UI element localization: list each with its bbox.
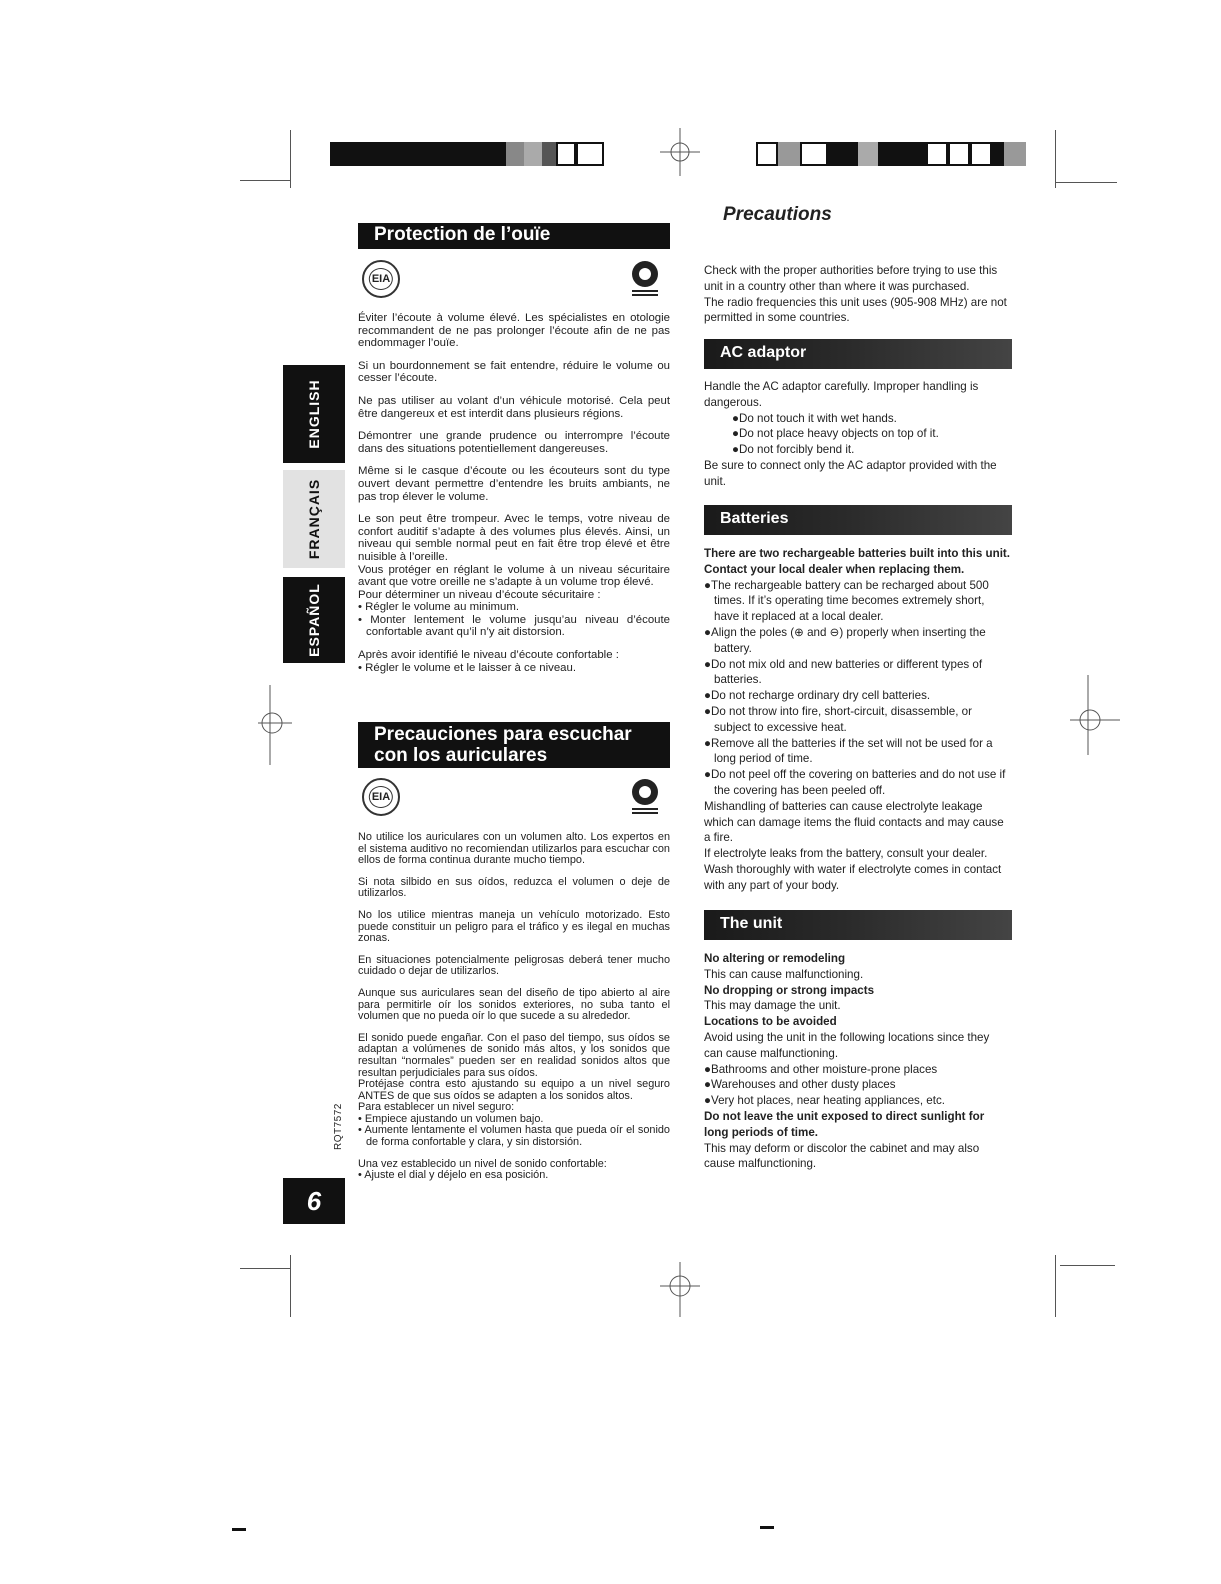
spanish-heading: Precauciones para escuchar con los auriculares <box>358 722 670 768</box>
crop-mark <box>1060 1265 1115 1266</box>
color-bar-left <box>330 142 608 166</box>
french-line: • Monter lentement le volume jusqu’au niveau d’écoute confortable avant qu’il n’y ait distorsion. <box>358 613 670 639</box>
crop-mark <box>1055 130 1056 188</box>
ac-adaptor-heading: AC adaptor <box>704 339 1012 369</box>
french-paragraph: Éviter l’écoute à volume élevé. Les spécialistes en otologie recommandent de ne pas prolonger l’écoute afin de ne pas endommager l’ouïe. <box>358 312 670 350</box>
document-code: RQT7572 <box>333 1103 344 1150</box>
french-line: Après avoir identifié le niveau d’écoute confortable : <box>358 649 619 662</box>
french-heading: Protection de l’ouïe <box>358 223 670 249</box>
tab-english[interactable]: ENGLISH <box>283 365 345 463</box>
french-paragraph: Même si le casque d’écoute ou les écouteurs sont du type ouvert devant permettre d’entendre les bruits ambiants, ne pas trop élever le volume. <box>358 465 670 503</box>
ac-adaptor-body: Handle the AC adaptor carefully. Improper handling is dangerous. ●Do not touch it with wet hands. ●Do not place heavy objects on top of it. ●Do not forcibly bend it. Be sure to connect only the AC adaptor provided with the unit. <box>704 380 997 488</box>
spanish-line: Protéjase contra esto ajustando su equipo a un nivel seguro ANTES de que sus oídos se adapten a los sonidos altos. <box>358 1078 670 1102</box>
french-line: Pour déterminer un niveau d’écoute sécuritaire : <box>358 588 601 601</box>
ear-logo-icon <box>628 776 662 818</box>
spanish-line: El sonido puede engañar. Con el paso del tiempo, sus oídos se adaptan a volúmenes de sonido más altos, y los sonidos que resultan “normales” pueden ser en realidad sonidos altos que resultan perjudiciales para sus oídos. <box>358 1031 670 1079</box>
ear-logo-icon <box>628 258 662 300</box>
spanish-line: Una vez establecido un nivel de sonido confortable: <box>358 1157 607 1170</box>
spanish-line: • Ajuste el dial y déjelo en esa posición. <box>358 1169 549 1182</box>
spanish-body <box>358 832 670 1192</box>
french-paragraph: Démontrer une grande prudence ou interrompre l’écoute dans des situations potentiellement dangereuses. <box>358 430 670 455</box>
french-paragraph: Ne pas utiliser au volant d’un véhicule motorisé. Cela peut être dangereux et est interdit dans plusieurs régions. <box>358 394 670 420</box>
eia-logo: EIA <box>362 778 400 816</box>
spanish-paragraph: Aunque sus auriculares sean del diseño de tipo abierto al aire para permitirle oír los sonidos exteriores, no suba tanto el volumen que no pueda oír lo que sucede a su alrededor. <box>358 986 670 1023</box>
crop-mark <box>240 180 290 181</box>
crop-mark <box>1055 182 1117 183</box>
french-line: Vous protéger en réglant le volume à un niveau sécuritaire avant que votre oreille ne s’adapte à un volume trop élevé. <box>358 563 670 589</box>
french-line: Le son peut être trompeur. Avec le temps, votre niveau de confort auditif s’adapte à des volumes plus élevés. Ainsi, un niveau qui semble normal peut en fait être trop élevé et être nuisible à l’oreille. <box>358 513 670 563</box>
crop-mark <box>1055 1255 1056 1317</box>
page-number: 6 <box>283 1178 345 1224</box>
scan-mark <box>760 1526 774 1529</box>
spanish-paragraph: No utilice los auriculares con un volumen alto. Los expertos en el sistema auditivo no recomiendan utilizarlos para escuchar con ellos de forma continua durante mucho tiempo. <box>358 831 670 867</box>
spanish-paragraph: Si nota silbido en sus oídos, reduzca el volumen o deje de utilizarlos. <box>358 875 670 900</box>
french-line: • Régler le volume au minimum. <box>358 601 519 614</box>
french-body <box>358 312 670 684</box>
registration-target-icon <box>1070 675 1120 755</box>
spanish-line: Para establecer un nivel seguro: <box>358 1101 515 1114</box>
registration-target-icon <box>660 1262 700 1317</box>
registration-target-icon <box>660 128 700 176</box>
page-title: Precautions <box>723 204 832 225</box>
the-unit-body: No altering or remodeling This can cause malfunctioning. No dropping or strong impacts This may damage the unit. Locations to be avoided Avoid using the unit in the following locations since they can cause malfunctioning. ●Bathrooms and other moisture-prone places ●Warehouses and other dusty places ●Very hot places, near heating appliances, etc. Do not leave the unit exposed to direct sunlight for long periods of time. This may deform or discolor the cabinet and may also cause malfunctioning. <box>704 952 990 1171</box>
french-paragraph: Si un bourdonnement se fait entendre, réduire le volume ou cesser l’écoute. <box>358 359 670 385</box>
eia-logo: EIA <box>362 260 400 298</box>
english-intro: Check with the proper authorities before trying to use this unit in a country other than where it was purchased. The radio frequencies this unit uses (905-908 MHz) are not permitted in some countries. <box>704 264 1007 325</box>
tab-espanol[interactable]: ESPAÑOL <box>283 577 345 663</box>
batteries-body: There are two rechargeable batteries built into this unit. Contact your local dealer when replacing them. ●The rechargeable battery can be recharged about 500 times. If it’s operating time becomes extremely short, have it replaced at a local dealer. ●Align the poles (⊕ and ⊖) properly when inserting the battery. ●Do not mix old and new batteries or different types of batteries. ●Do not recharge ordinary dry cell batteries. ●Do not throw into fire, short-circuit, disassemble, or subject to excessive heat. ●Remove all the batteries if the set will not be used for a long period of time. ●Do not peel off the covering on batteries and do not use if the covering has been peeled off. Mishandling of batteries can cause electrolyte leakage which can damage items the fluid contacts and may cause a fire. If electrolyte leaks from the battery, consult your dealer. Wash thoroughly with water if electrolyte comes in contact with any part of your body. <box>704 547 1011 892</box>
crop-mark <box>290 1255 291 1317</box>
scan-mark <box>232 1528 246 1531</box>
crop-mark <box>240 1268 290 1269</box>
spanish-paragraph: No los utilice mientras maneja un vehículo motorizado. Esto puede constituir un peligro para el tráfico y es ilegal en muchas zonas. <box>358 908 670 945</box>
batteries-heading: Batteries <box>704 505 1012 535</box>
color-bar-right <box>756 142 1028 166</box>
tab-francais[interactable]: FRANÇAIS <box>283 470 345 568</box>
french-line: • Régler le volume et le laisser à ce niveau. <box>358 661 576 674</box>
spanish-line: • Aumente lentamente el volumen hasta que pueda oír el sonido de forma confortable y clara, y sin distorsión. <box>358 1124 670 1149</box>
registration-target-icon <box>258 685 292 765</box>
spanish-paragraph: En situaciones potencialmente peligrosas deberá tener mucho cuidado o dejar de utilizarlos. <box>358 953 670 978</box>
the-unit-heading: The unit <box>704 910 1012 940</box>
spanish-line: • Empiece ajustando un volumen bajo. <box>358 1112 544 1125</box>
crop-mark <box>290 130 291 188</box>
